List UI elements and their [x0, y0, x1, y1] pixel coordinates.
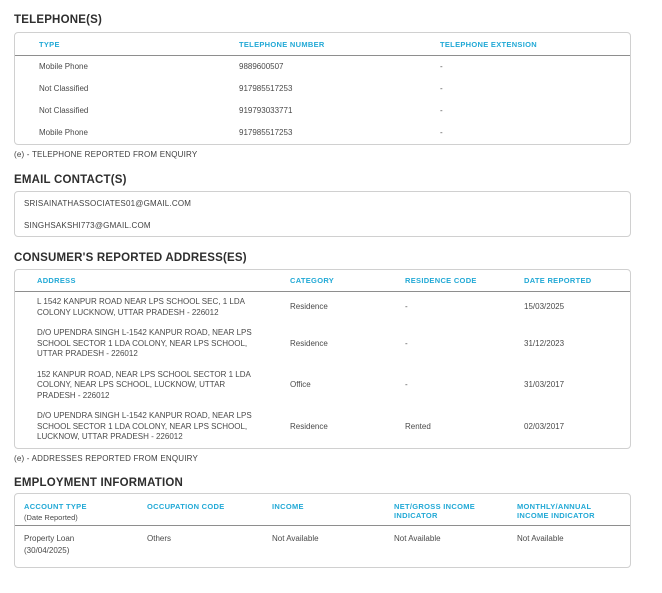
telephone-type: Not Classified [39, 105, 89, 115]
column-header-type: TYPE [39, 39, 60, 49]
telephone-row [15, 100, 630, 122]
credit-report-contact-page [14, 14, 631, 568]
telephones-footnote: (e) - TELEPHONE REPORTED FROM ENQUIRY [14, 150, 198, 159]
address-date-reported: 02/03/2017 [524, 421, 565, 431]
address-text: D/O UPENDRA SINGH L-1542 KANPUR ROAD, NEAR LPS SCHOOL SECTOR 1 LDA COLONY, NEAR LPS SCHOOL, LUCKNOW, UTTAR PRADESH - 226012 [37, 411, 252, 441]
telephones-table-header [15, 33, 630, 56]
employment-monthly-annual-indicator: Not Available [517, 533, 564, 543]
employment-occupation-code: Others [147, 533, 172, 543]
address-row [15, 365, 630, 407]
address-residence-code: - [405, 302, 408, 312]
telephone-type: Not Classified [39, 83, 89, 93]
column-header-address: ADDRESS [37, 276, 76, 285]
employment-account-type-label: Property Loan [24, 533, 75, 543]
address-category: Residence [290, 302, 328, 312]
address-row [15, 292, 630, 323]
emails-section [14, 174, 631, 237]
column-header-date-reported: DATE REPORTED [524, 276, 592, 285]
address-category: Office [290, 380, 311, 389]
employment-account-type [15, 534, 138, 557]
address-text: L 1542 KANPUR ROAD NEAR LPS SCHOOL SEC, 1 LDA COLONY LUCKNOW, UTTAR PRADESH - 226012 [37, 297, 245, 317]
address-text: 152 KANPUR ROAD, NEAR LPS SCHOOL SECTOR 1 LDA COLONY, NEAR LPS SCHOOL, LUCKNOW, UTTAR PRADESH - 226012 [37, 369, 251, 400]
column-header-net-gross-income-indicator: NET/GROSS INCOME INDICATOR [394, 501, 476, 520]
telephones-heading: TELEPHONE(S) [14, 14, 103, 26]
telephone-extension: - [440, 83, 443, 93]
column-header-income: INCOME [272, 501, 304, 511]
telephone-type: Mobile Phone [39, 61, 88, 71]
column-header-telephone-extension: TELEPHONE EXTENSION [440, 39, 537, 49]
address-date-reported: 31/12/2023 [524, 338, 565, 348]
column-header-category: CATEGORY [290, 276, 335, 285]
telephone-row [15, 122, 630, 144]
emails-heading: EMAIL CONTACT(S) [14, 174, 127, 186]
column-header-date-reported-sub: (Date Reported) [24, 512, 78, 522]
telephones-section [14, 14, 631, 160]
email-item: SRISAINATHASSOCIATES01@GMAIL.COM [24, 198, 192, 208]
employment-income: Not Available [272, 533, 319, 543]
addresses-table [14, 269, 631, 449]
addresses-footnote: (e) - ADDRESSES REPORTED FROM ENQUIRY [14, 453, 199, 463]
address-text: D/O UPENDRA SINGH L-1542 KANPUR ROAD, NEAR LPS SCHOOL SECTOR 1 LDA COLONY, NEAR LPS SCHOOL, UTTAR PRADESH - 226012 [37, 328, 252, 358]
telephone-type: Mobile Phone [39, 127, 88, 137]
employment-row [15, 526, 630, 567]
employment-section [14, 477, 631, 568]
telephone-row [15, 56, 630, 78]
telephone-extension: - [440, 105, 443, 115]
address-category: Residence [290, 338, 328, 348]
addresses-heading: CONSUMER'S REPORTED ADDRESS(ES) [14, 252, 247, 264]
telephone-number: 917985517253 [239, 83, 293, 93]
employment-date-reported: (30/04/2025) [24, 546, 70, 555]
addresses-section [14, 252, 631, 464]
address-date-reported: 15/03/2025 [524, 302, 565, 312]
column-header-occupation-code: OCCUPATION CODE [147, 501, 225, 511]
emails-box [14, 191, 631, 237]
telephones-table [14, 32, 631, 145]
employment-table [14, 493, 631, 568]
employment-net-gross-indicator: Not Available [394, 533, 441, 543]
column-header-residence-code: RESIDENCE CODE [405, 276, 477, 285]
column-header-telephone-number: TELEPHONE NUMBER [239, 39, 325, 49]
address-residence-code: Rented [405, 421, 431, 431]
address-residence-code: - [405, 380, 408, 389]
telephone-number: 919793033771 [239, 105, 293, 115]
column-header-account-type-label: ACCOUNT TYPE [24, 501, 87, 511]
column-header-account-type [15, 502, 110, 522]
address-row [15, 323, 630, 365]
employment-heading: EMPLOYMENT INFORMATION [14, 476, 184, 489]
telephone-extension: - [440, 61, 443, 71]
telephone-number: 9889600507 [239, 61, 284, 71]
telephone-extension: - [440, 127, 443, 137]
telephone-number: 917985517253 [239, 127, 293, 137]
email-item: SINGHSAKSHI773@GMAIL.COM [24, 220, 151, 230]
address-category: Residence [290, 421, 328, 431]
employment-table-header [15, 494, 630, 526]
address-residence-code: - [405, 338, 408, 348]
addresses-table-header [15, 270, 630, 292]
column-header-monthly-annual-income-indicator: MONTHLY/ANNUAL INCOME INDICATOR [517, 501, 595, 520]
address-row [15, 406, 630, 448]
telephone-row [15, 78, 630, 100]
address-date-reported: 31/03/2017 [524, 380, 565, 389]
